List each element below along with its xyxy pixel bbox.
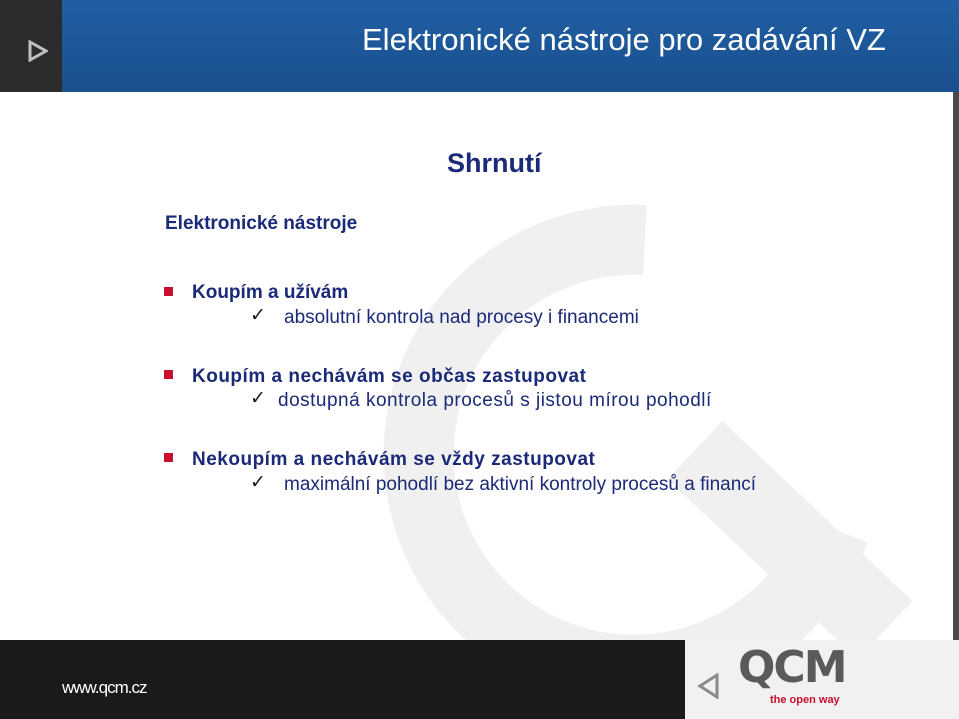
list-item-main: Koupím a nechávám se občas zastupovat [192, 366, 587, 387]
list-item-main: Koupím a užívám [192, 282, 349, 303]
qcm-logo: QCM [738, 642, 846, 693]
list-item-sub: absolutní kontrola nad procesy i financemi [284, 307, 639, 328]
right-edge-bar [953, 92, 959, 640]
qcm-watermark-icon [365, 200, 925, 650]
checkmark-icon: ✓ [250, 388, 266, 409]
slide-header [0, 0, 959, 92]
square-bullet-icon [164, 453, 173, 462]
checkmark-icon: ✓ [250, 472, 266, 493]
play-arrow-icon [28, 40, 48, 62]
square-bullet-icon [164, 370, 173, 379]
footer-url: www.qcm.cz [62, 678, 147, 697]
back-arrow-icon [697, 673, 719, 699]
header-left-panel [0, 0, 62, 92]
square-bullet-icon [164, 287, 173, 296]
list-item-main: Nekoupím a nechávám se vždy zastupovat [192, 449, 596, 470]
checkmark-icon: ✓ [250, 305, 266, 326]
logo-tagline: the open way [770, 694, 840, 706]
slide-subtitle: Shrnutí [447, 148, 542, 178]
section-title: Elektronické nástroje [165, 213, 358, 234]
list-item-sub: dostupná kontrola procesů s jistou mírou pohodlí [278, 390, 712, 411]
list-item-sub: maximální pohodlí bez aktivní kontroly procesů a financí [284, 474, 757, 495]
header-title: Elektronické nástroje pro zadávání VZ [362, 22, 886, 57]
